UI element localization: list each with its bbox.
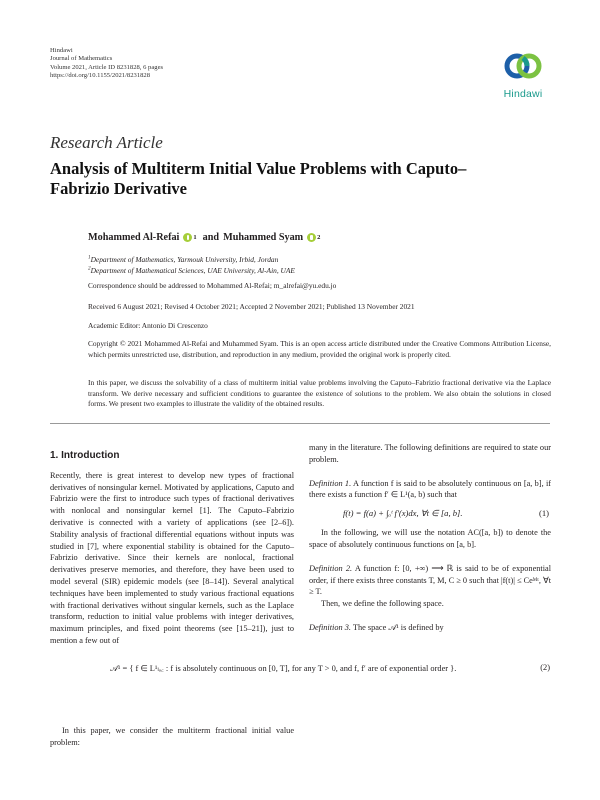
continued-paragraph: many in the literature. The following definitions are required to state our problem. <box>309 443 551 464</box>
affiliations <box>88 254 295 276</box>
notation-paragraph: In the following, we will use the notation AC([a, b]) to denote the space of absolutely continuous functions on [a, b]. <box>309 528 551 549</box>
article-type: Research Article <box>50 133 163 152</box>
author-list: Mohammed Al-Refai 1 and Muhammed Syam 2 <box>88 232 321 243</box>
intro-paragraph: Recently, there is great interest to develop new types of fractional derivatives of nonsingular kernel. Motivated by applications, Caputo and Fabrizio were the first to introduce such types of fractional derivatives with nonlocal and nonsingular kernel [1]. The Caputo–Fabrizio derivative is connected with a variety of applications (see [2–6]). Stability analysis of fractional differential equations without inputs was studied in [7], where exponential stability is obtained for the Caputo–Fabrizio derivative. Since their kernels are nonlocal, fractional derivatives preserve memories, and therefore, they have been used to model several (SIR) epidemic models (see [8–14]). Several analytical techniques have been implemented to study various fractional equations with fractional derivatives without singular kernels, such as the Laplace transform, reduction to initial value problems with integer derivatives, maximum principles, and fixed point theorems (see [15–21]), just to mention a few out of <box>50 470 294 645</box>
affiliation-item: $^1$Department of Mathematics, Yarmouk University, Irbid, Jordan <box>88 254 279 264</box>
definition-1: Definition 1. A function f is said to be absolutely continuous on [a, b], if there exists a function f′ ∈ L¹(a, b) such that <box>309 478 552 500</box>
equation-body: 𝒜¹ = { f ∈ L¹ₗₒ꜀ : f is absolutely continuous on [0, T], for any T > 0, and f, f′ are of exponential order }. <box>110 664 457 673</box>
journal-header <box>50 47 163 81</box>
copyright-notice: Copyright © 2021 Mohammed Al-Refai and Muhammed Syam. This is an open access article distributed under the Creative Commons Attribution License, which permits unrestricted use, distribution, and reproduction in any medium, provided the original work is properly cited. <box>88 339 551 359</box>
orcid-icon[interactable] <box>307 233 316 242</box>
author-name: Mohammed Al-Refai <box>88 232 180 243</box>
equation-1 <box>309 501 551 527</box>
correspondence: Correspondence should be addressed to Mohammed Al-Refai; m_alrefai@yu.edu.jo <box>88 281 337 290</box>
right-column <box>309 442 551 634</box>
volume-line: Volume 2021, Article ID 8231828, 6 pages <box>50 63 164 71</box>
hindawi-logo <box>493 47 553 105</box>
paper-title: Analysis of Multiterm Initial Value Problems with Caputo–Fabrizio Derivative <box>50 159 467 198</box>
left-column <box>50 450 294 647</box>
doi-link[interactable]: https://doi.org/10.1155/2021/8231828 <box>50 72 151 80</box>
equation-number: (2) <box>540 663 550 672</box>
left-column-bottom <box>50 725 294 749</box>
academic-editor: Academic Editor: Antonio Di Crescenzo <box>88 321 208 330</box>
problem-intro-paragraph: In this paper, we consider the multiterm fractional initial value problem: <box>50 726 294 747</box>
publisher-name: Hindawi <box>50 47 73 54</box>
then-paragraph: Then, we define the following space. <box>321 599 444 609</box>
definition-3: Definition 3. The space 𝒜¹ is defined by <box>309 622 444 632</box>
abstract: In this paper, we discuss the solvability of a class of multiterm initial value problems involving the Caputo–Fabrizio fractional derivative via the Laplace transform. We derive necessary and sufficient conditions to guarantee the existence of solutions to the problem. We also obtain the solutions in closed forms. We present two examples to illustrate the validity of the obtained results. <box>88 378 551 409</box>
section-divider <box>50 423 550 424</box>
equation-number: (1) <box>538 508 549 519</box>
authors-joiner: and <box>202 232 220 243</box>
equation-body: f(t) = f(a) + ∫ₐᵗ f′(x)dx, ∀t ∈ [a, b]. <box>343 508 463 519</box>
affiliation-item: $^2$Department of Mathematical Sciences, UAE University, Al-Ain, UAE <box>88 265 295 275</box>
definition-2: Definition 2. A function f: [0, +∞) ⟶ ℝ is said to be of exponential order, if there exists three constants T, M, C ≥ 0 such that |f(t)| ≤ Ceᴹᵗ, ∀t ≥ T. <box>309 563 551 597</box>
publication-dates: Received 6 August 2021; Revised 4 October 2021; Accepted 2 November 2021; Published 13 November 2021 <box>88 302 415 311</box>
orcid-icon[interactable] <box>183 233 192 242</box>
section-heading: 1. Introduction <box>50 450 120 461</box>
logo-text: Hindawi <box>503 88 543 100</box>
hindawi-rings-icon <box>503 47 543 85</box>
journal-name: Journal of Mathematics <box>50 55 113 63</box>
author-name: Muhammed Syam <box>223 232 304 243</box>
